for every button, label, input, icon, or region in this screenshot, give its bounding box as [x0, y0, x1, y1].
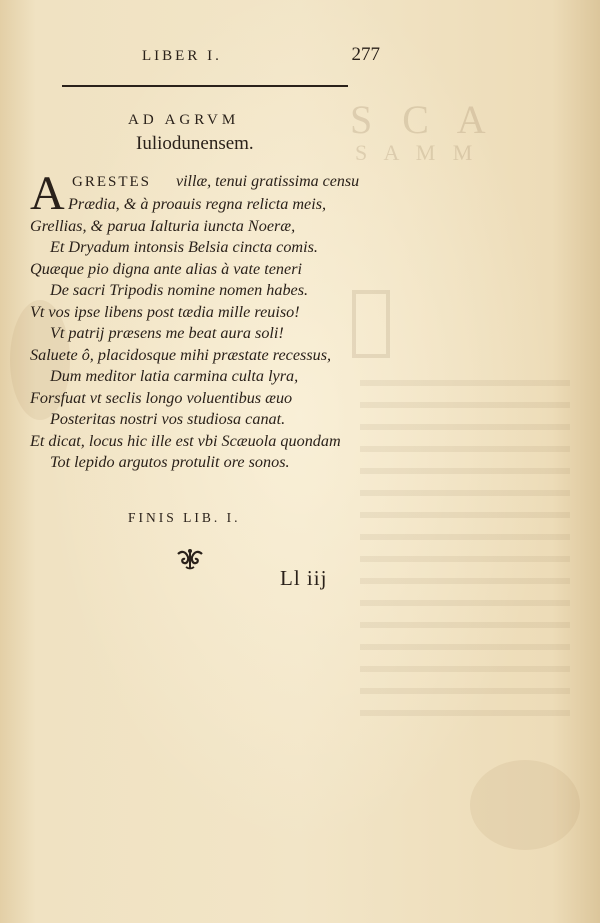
poem-line: Quæque pio digna ante alias à vate teneri [30, 259, 303, 278]
show-through-heading: S C A [350, 97, 496, 142]
page-number: 277 [351, 44, 380, 65]
poem-line: Vt patrij præsens me beat aura soli! [50, 324, 284, 342]
poem-line: De sacri Tripodis nomine nomen habes. [50, 281, 309, 299]
show-through-text [360, 380, 570, 720]
poem-line: Saluete ô, placidosque mihi præstate recessus, [30, 345, 332, 364]
header-rule [62, 85, 348, 87]
first-line-rest: villæ, tenui gratissima censu [176, 173, 360, 190]
paper-stain [470, 760, 580, 850]
poem-line: Posteritas nostri vos studiosa canat. [50, 410, 286, 428]
poem-line: Et dicat, locus hic ille est vbi Scæuola quondam [30, 431, 341, 450]
poem-line: Prædia, & à proauis regna relicta meis, [68, 195, 327, 213]
show-through-subheading: S A M M [355, 140, 479, 165]
heading-line-1: AD AGRVM [128, 112, 240, 128]
poem-body [30, 167, 360, 474]
running-head [62, 44, 380, 72]
signature-mark: Ll iij [280, 566, 328, 590]
poem-line: Et Dryadum intonsis Belsia cincta comis. [50, 238, 318, 256]
finis-line: FINIS LIB. I. [128, 510, 241, 525]
poem-line: Dum meditor latia carmina culta lyra, [50, 367, 299, 385]
poem-line: Grellias, & parua Ialturia iuncta Noeræ, [30, 216, 296, 235]
drop-cap: A [30, 167, 65, 220]
poem-line: Forsfuat vt seclis longo voluentibus æuo [30, 388, 293, 407]
first-word-smallcaps: GRESTES [72, 174, 152, 190]
heading-line-2: Iuliodunensem. [136, 133, 254, 154]
fleuron-icon [176, 548, 204, 570]
poem-line: Tot lepido argutos protulit ore sonos. [50, 453, 290, 471]
poem-line: Vt vos ipse libens post tædia mille reuiso! [30, 302, 300, 321]
running-title: LIBER I. [142, 48, 222, 64]
poem-heading [128, 110, 328, 156]
